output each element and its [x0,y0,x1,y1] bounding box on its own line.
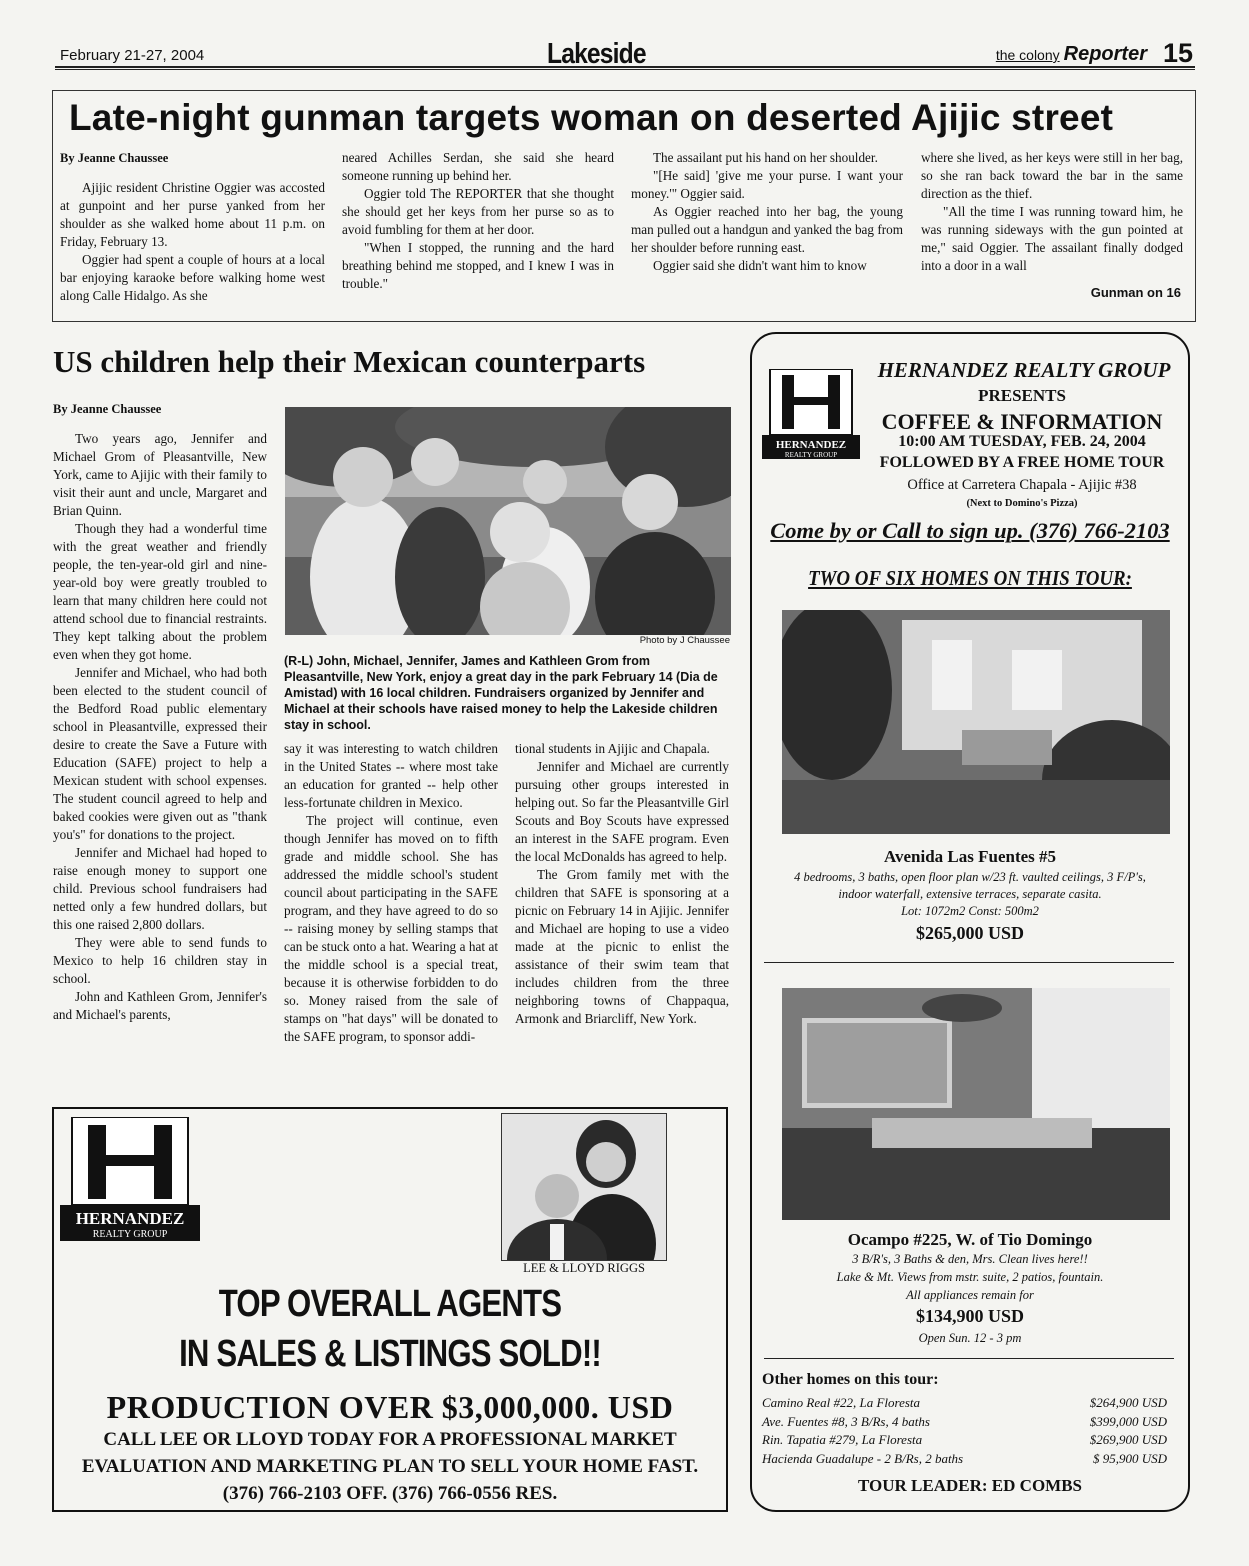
paragraph: "[He said] 'give me your purse. I want your money.'" Oggier said. [631,168,903,201]
paragraph: neared Achilles Serdan, she said she heard someone running up behind her. [342,150,614,183]
home2-desc3: All appliances remain for [906,1288,1034,1302]
photo-credit: Photo by J Chaussee [639,635,730,646]
ad-headline-2: IN SALES & LISTINGS SOLD!! [179,1333,601,1375]
svg-text:HERNANDEZ: HERNANDEZ [775,439,847,451]
photo-caption: (R-L) John, Michael, Jennifer, James and Kathleen Grom from Pleasantville, New York, enjoy a great day in the park February 14 (Dia de Amistad) with 16 local children. Fundraisers organized by Jennifer and Michael at their schools have raised money to help the Lakeside children stay in school. [284,654,718,732]
brand-name: the colony Reporter [995,43,1147,65]
story-children-col3 [515,740,729,1028]
hernandez-logo [60,1117,200,1241]
call-line-1: CALL LEE OR LLOYD TODAY FOR A PROFESSIONAL MARKET [103,1429,677,1450]
presents-label: PRESENTS [978,386,1066,405]
paragraph: Jennifer and Michael, who had both been elected to the student council of the Bedford Road public elementary school in Pleasantville, expressed their desire to create the Save a Future with Education (SAFE) project to help a Mexican student with school expenses. The student council agreed to help and baked cookies were given out as "thank you's" for donations to the project. [53,665,267,842]
paragraph: The project will continue, even though Jennifer has moved on to fifth grade and middle school. She has addressed the middle school's student council about participating in the SAFE program, and they have agreed to do so -- raising money by selling stamps that can be stuck onto a hat. Wearing a hat at the middle school is a special treat, because it is otherwise forbidden to do so. Money raised from the sale of stamps on "hat days" will be donated to the SAFE program, to sponsor addi- [284,813,498,1044]
paragraph: Though they had a wonderful time with the great weather and friendly people, the ten-year-old girl and nine-year-old boy were greatly troubled to learn that many children here could not attend school due to financial restraints. They kept talking about the problem even when they got home. [53,521,267,662]
hernandez-tour-ad [750,332,1190,1512]
paragraph: Ajijic resident Christine Oggier was accosted at gunpoint and her purse yanked from her shoulder as she walked home about 11 p.m. on Friday, February 13. [60,180,325,249]
list-item: Camino Real #22, La Floresta $264,900 USD [762,1395,1167,1410]
story-gunman-col3 [631,149,903,275]
signup-call: Come by or Call to sign up. (376) 766-2103 [770,518,1170,543]
phone-numbers: (376) 766-2103 OFF. (376) 766-0556 RES. [222,1483,558,1504]
riggs-agents-ad [52,1107,728,1512]
story-children-col1 [53,400,267,1024]
paragraph: say it was interesting to watch children in the United States -- where most take an education for granted -- help other less-fortunate children in Mexico. [284,741,498,810]
ad-headline-1: TOP OVERALL AGENTS [218,1283,562,1325]
paragraph: "When I stopped, the running and the hard breathing behind me stopped, and I knew I was in trouble." [342,240,614,291]
office-note: (Next to Domino's Pizza) [966,498,1078,509]
home2-open: Open Sun. 12 - 3 pm [918,1331,1022,1345]
riggs-caption: LEE & LLOYD RIGGS [523,1261,645,1275]
home1-photo [782,610,1170,834]
page-number: 15 [1162,38,1193,68]
list-item: Ave. Fuentes #8, 3 B/Rs, 4 baths $399,000 USD [762,1413,1167,1429]
list-item: Hacienda Guadalupe - 2 B/Rs, 2 baths $ 95,900 USD [762,1450,1167,1466]
tour-leader: TOUR LEADER: ED COMBS [857,1476,1083,1495]
call-line-2: EVALUATION AND MARKETING PLAN TO SELL YOUR HOME FAST. [81,1456,699,1477]
story-gunman-byline: By Jeanne Chaussee [60,151,169,165]
riggs-photo [501,1113,667,1261]
company-name: HERNANDEZ REALTY GROUP [877,358,1171,382]
hernandez-logo [762,369,860,459]
paragraph: The assailant put his hand on her shoulder. [653,150,878,165]
home1-desc1: 4 bedrooms, 3 baths, open floor plan w/23 ft. vaulted ceilings, 3 F/P's, [794,870,1146,884]
story-children-headline: US children help their Mexican counterparts [53,344,646,379]
home1-lot: Lot: 1072m2 Const: 500m2 [901,904,1039,918]
home1-title: Avenida Las Fuentes #5 [883,847,1057,866]
masthead [55,38,1195,72]
paragraph: Oggier had spent a couple of hours at a local bar enjoying karaoke before walking home west along Calle Hidalgo. As she [60,252,325,303]
home2-photo [782,988,1170,1220]
story-gunman [52,90,1196,322]
event-followed: FOLLOWED BY A FREE HOME TOUR [879,454,1165,471]
paragraph: "All the time I was running toward him, he was running sideways with the gun pointed at me," said Oggier. The assailant finally dodged into a door in a wall [921,204,1183,273]
story-gunman-col2 [342,149,614,293]
event-title: COFFEE & INFORMATION [881,409,1163,434]
paragraph: Jennifer and Michael are currently pursuing other groups interested in helping out. So far the Pleasantville Girl Scouts and Boy Scouts have expressed an interest in the SAFE program. Even the local McDonalds has agreed to help. [515,759,729,864]
paragraph: They were able to send funds to Mexico to help 16 children stay in school. [53,935,267,986]
story-children-col2 [284,740,498,1046]
paragraph: John and Kathleen Grom, Jennifer's and Michael's parents, [53,989,267,1022]
paragraph: The Grom family met with the children that SAFE is sponsoring at a picnic on February 14 in Ajijic. Jennifer and Michael are hoping to use a video made at the picnic to enlist the assistance of their swim team that includes children from the three neighboring towns of Chappaqua, Armonk and Briarcliff, New York. [515,867,729,1026]
story-children-byline: By Jeanne Chaussee [53,402,162,416]
production-line: PRODUCTION OVER $3,000,000. USD [106,1389,674,1425]
masthead-rule [55,66,1195,70]
story-gunman-col4 [921,149,1183,275]
jump-line: Gunman on 16 [1090,285,1181,300]
story-gunman-headline: Late-night gunman targets woman on deserted Ajijic street [69,97,1114,138]
divider [764,962,1174,963]
divider [764,1358,1174,1359]
home2-desc2: Lake & Mt. Views from mstr. suite, 2 patios, fountain. [836,1270,1104,1284]
story-gunman-col1 [60,149,325,305]
home2-price: $134,900 USD [915,1306,1024,1326]
issue-date: February 21-27, 2004 [60,47,205,64]
other-homes-list [762,1394,1167,1468]
paragraph: Oggier said she didn't want him to know [653,258,867,273]
tour-heading: TWO OF SIX HOMES ON THIS TOUR: [808,566,1132,590]
home2-title: Ocampo #225, W. of Tio Domingo [847,1230,1093,1249]
paragraph: Oggier told The REPORTER that she thought she should get her keys from her purse so as to avoid fumbling for them at her door. [342,186,614,237]
section-title: Lakeside [547,38,646,70]
svg-text:HERNANDEZ: HERNANDEZ [75,1209,185,1228]
other-homes-heading: Other homes on this tour: [762,1371,939,1388]
event-datetime: 10:00 AM TUESDAY, FEB. 24, 2004 [898,433,1146,450]
home1-desc2: indoor waterfall, extensive terraces, separate casita. [838,887,1102,901]
paragraph: Jennifer and Michael had hoped to raise enough money to support one child. Previous school fundraisers had netted only a few hundred dollars, but this one raised 2,800 dollars. [53,845,267,932]
grom-family-photo [285,407,731,635]
paragraph: As Oggier reached into her bag, the young man pulled out a handgun and yanked the bag from her shoulder before running east. [631,204,903,255]
office-address: Office at Carretera Chapala - Ajijic #38 [907,477,1137,493]
svg-text:REALTY GROUP: REALTY GROUP [784,451,838,459]
paragraph: Two years ago, Jennifer and Michael Grom of Pleasantville, New York, came to Ajijic with their family to visit their aunt and uncle, Margaret and Brian Quinn. [53,431,267,518]
paragraph: where she lived, as her keys were still in her bag, so she ran back toward the bar in the same direction as the thief. [921,150,1183,201]
svg-text:REALTY GROUP: REALTY GROUP [92,1229,168,1240]
home1-price: $265,000 USD [915,923,1024,943]
home2-desc1: 3 B/R's, 3 Baths & den, Mrs. Clean lives here!! [852,1252,1088,1266]
list-item: Rin. Tapatia #279, La Floresta $269,900 USD [762,1432,1167,1447]
paragraph: tional students in Ajijic and Chapala. [515,741,710,756]
